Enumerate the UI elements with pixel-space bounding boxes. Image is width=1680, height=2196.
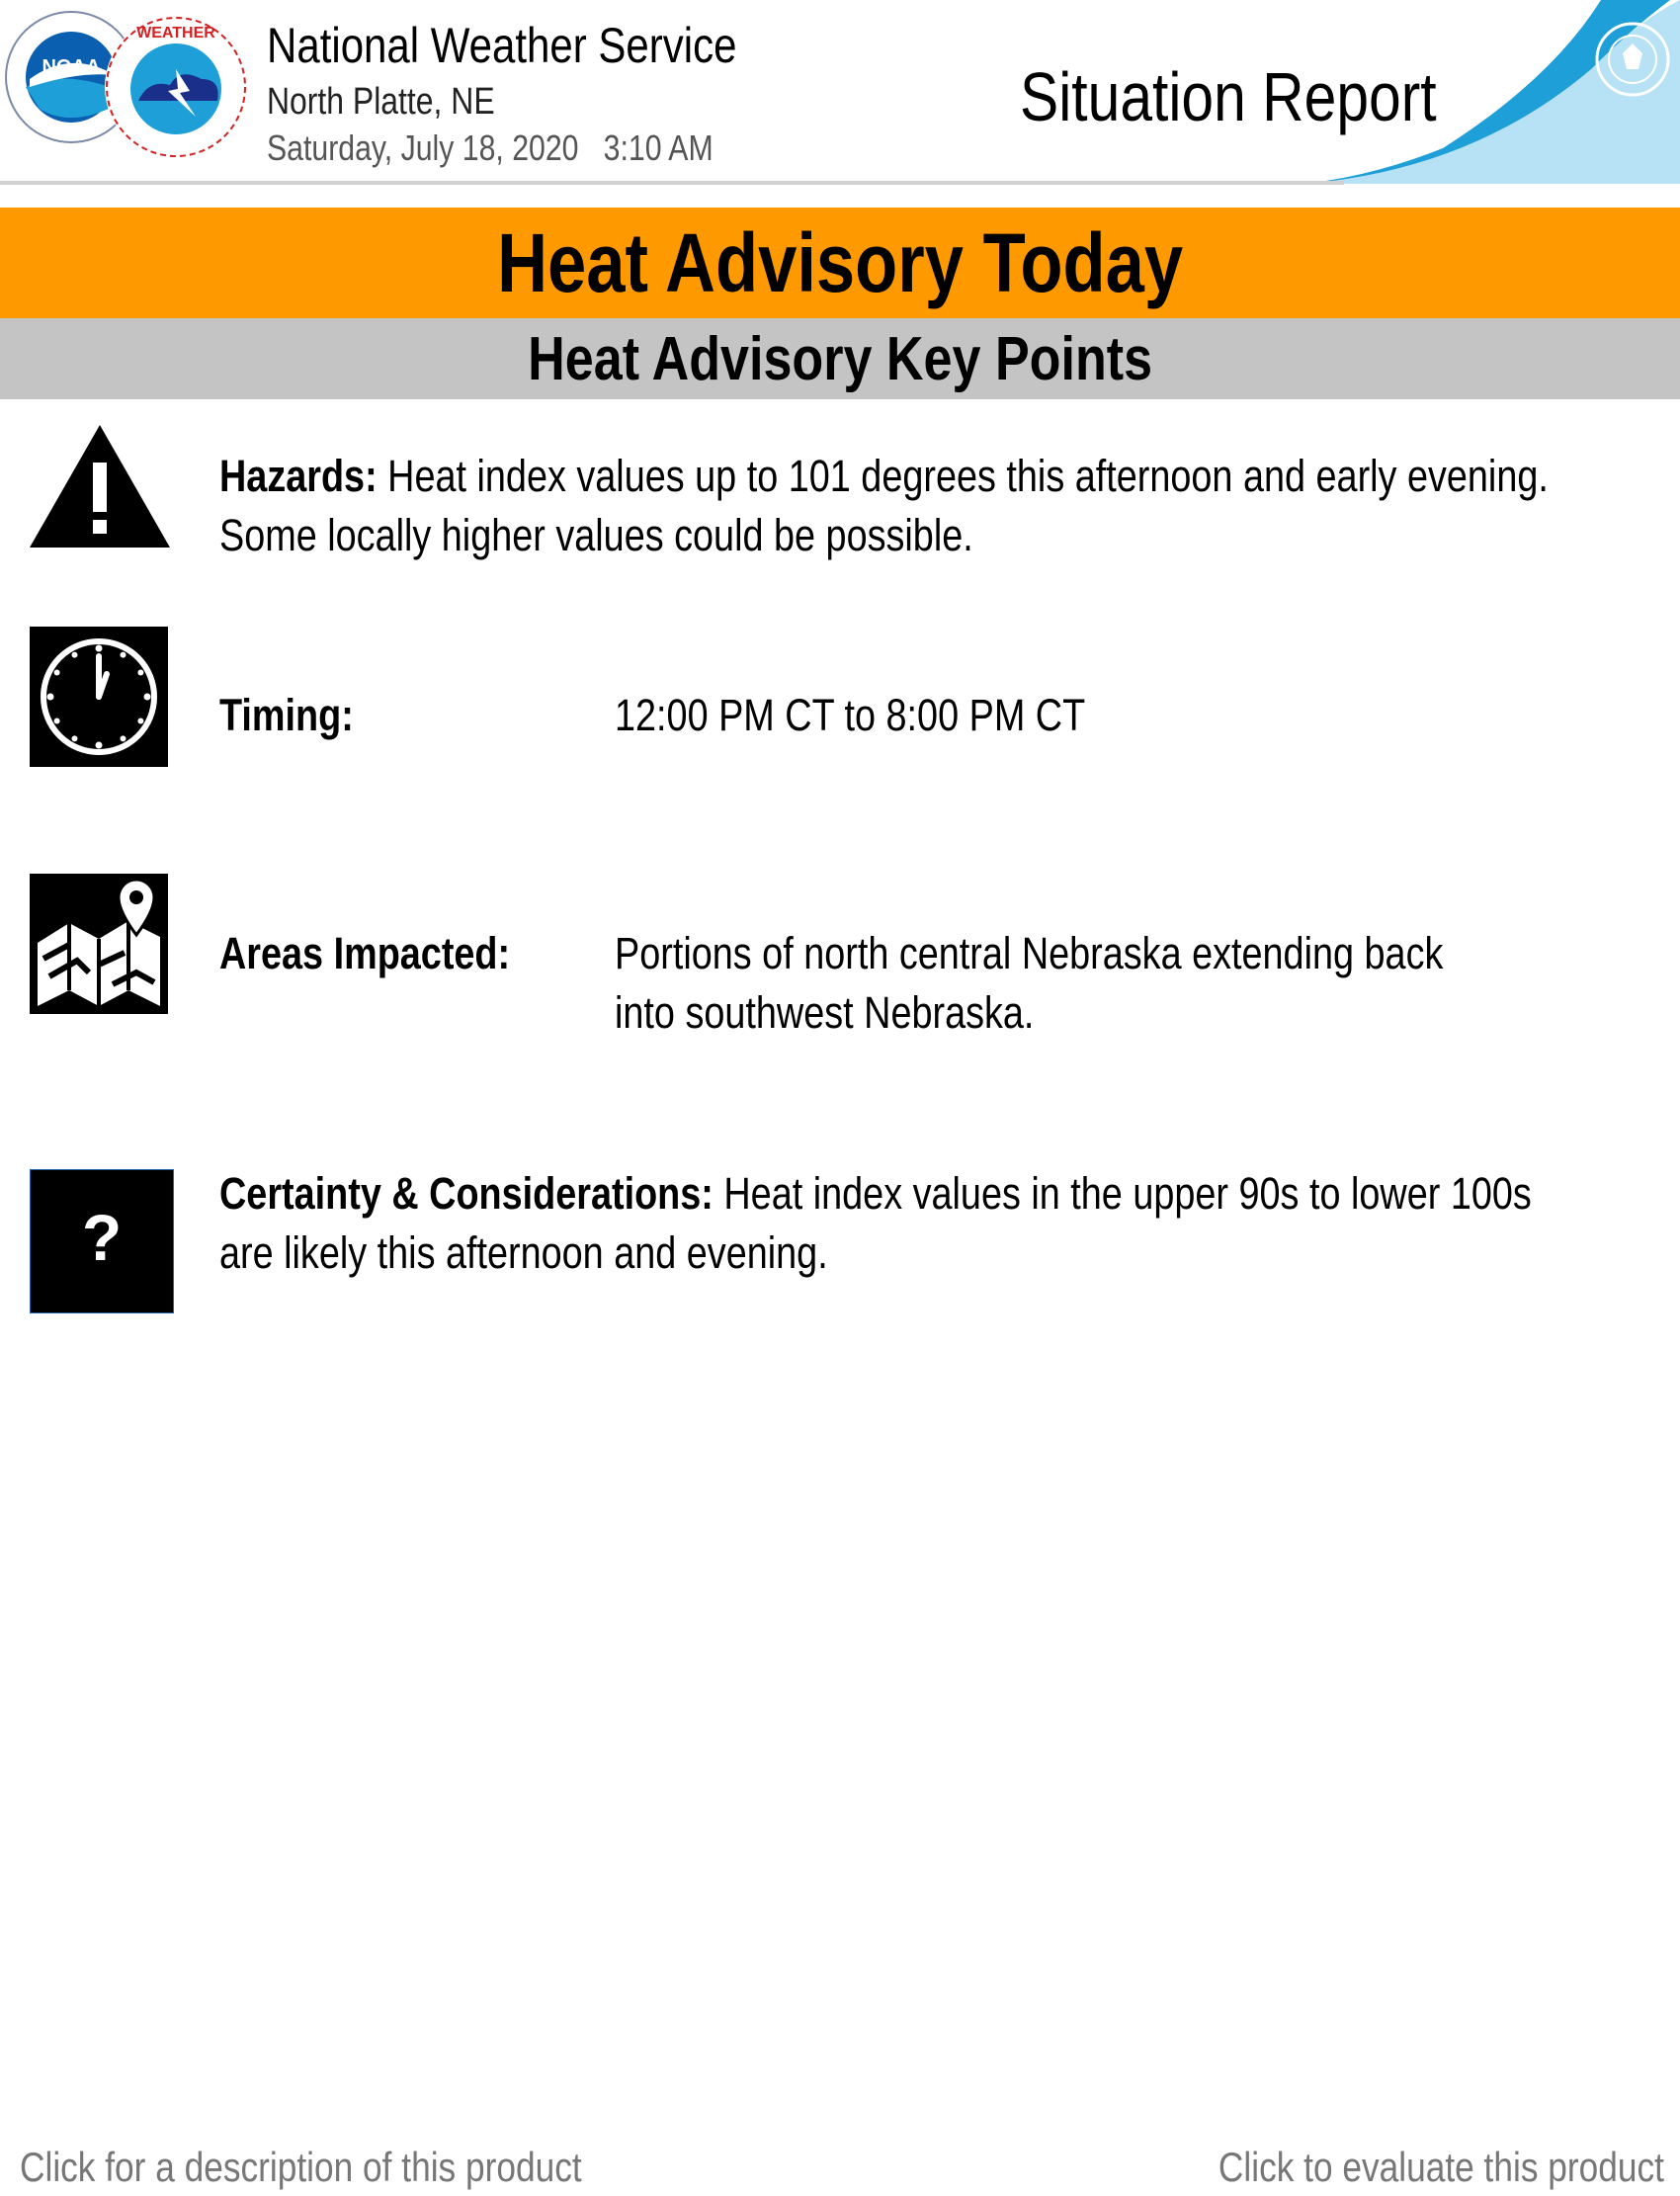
svg-text:NOAA: NOAA <box>42 56 101 78</box>
product-description-link[interactable]: Click for a description of this product <box>20 2144 582 2190</box>
subhead: Heat Advisory Key Points <box>528 325 1152 393</box>
org-title: National Weather Service <box>267 18 737 73</box>
commerce-seal-icon <box>1593 20 1672 99</box>
headline-banner <box>0 208 1680 318</box>
map-pin-icon <box>30 874 168 1014</box>
header-divider <box>0 181 1344 185</box>
areas-value <box>615 924 1601 1043</box>
subhead-banner <box>0 318 1680 399</box>
certainty-point <box>219 1164 1680 1283</box>
areas-label: Areas Impacted: <box>219 928 511 978</box>
hazards-line-2: Some locally higher values could be possible. <box>219 510 973 560</box>
svg-text:WEATHER: WEATHER <box>136 25 215 42</box>
report-header <box>0 0 1680 188</box>
hazards-label: Hazards: <box>219 451 378 501</box>
issued-datetime: Saturday, July 18, 2020 3:10 AM <box>267 127 714 168</box>
office-location: North Platte, NE <box>267 81 495 123</box>
headline: Heat Advisory Today <box>496 216 1184 309</box>
areas-line-2: into southwest Nebraska. <box>615 987 1035 1038</box>
certainty-line-2: are likely this afternoon and evening. <box>219 1227 828 1278</box>
noaa-nws-logos <box>0 10 247 168</box>
hazards-point <box>219 447 1680 565</box>
warning-triangle-icon <box>28 423 172 549</box>
timing-label: Timing: <box>219 690 354 740</box>
certainty-line-1: Heat index values in the upper 90s to lower 100s <box>713 1168 1532 1219</box>
clock-icon <box>30 627 168 767</box>
certainty-label: Certainty & Considerations: <box>219 1168 714 1219</box>
evaluate-product-link[interactable]: Click to evaluate this product <box>1218 2144 1664 2190</box>
report-title: Situation Report <box>1020 58 1437 135</box>
svg-text:?: ? <box>81 1201 123 1274</box>
timing-value: 12:00 PM CT to 8:00 PM CT <box>615 690 1086 740</box>
hazards-line-1: Heat index values up to 101 degrees this afternoon and early evening. <box>377 451 1549 501</box>
areas-line-1: Portions of north central Nebraska extending back <box>615 928 1444 978</box>
question-mark-icon <box>30 1169 174 1313</box>
